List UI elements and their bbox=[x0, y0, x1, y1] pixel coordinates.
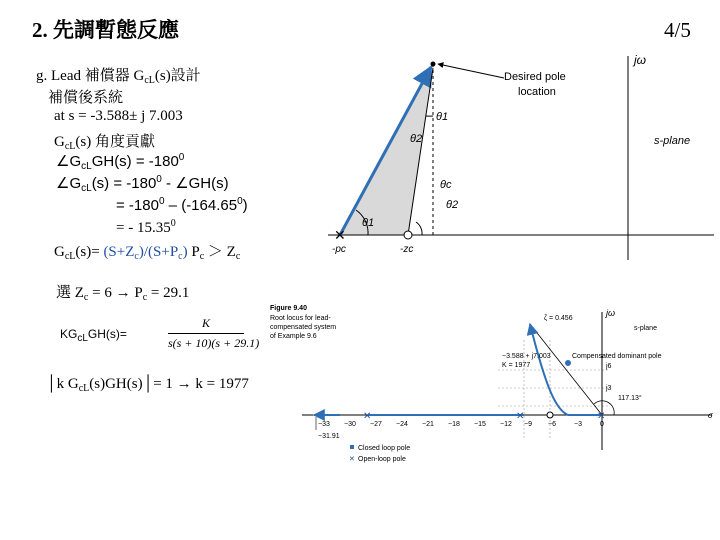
tick-label: −15 bbox=[474, 421, 486, 428]
angle-label: 117.13° bbox=[618, 395, 642, 402]
desired-pole-label-1: Desired pole bbox=[504, 71, 566, 83]
far-pole-label: −31.91 bbox=[318, 433, 340, 440]
tick-label: −18 bbox=[448, 421, 460, 428]
tick-label: −30 bbox=[344, 421, 356, 428]
compensator-zero-dot bbox=[547, 412, 553, 418]
fraction-numerator: K bbox=[201, 316, 210, 330]
desired-pole-label-2: location bbox=[518, 86, 556, 98]
line-angle-calc: = $-180^0 - (-164.65^0)$ bbox=[116, 196, 248, 214]
tick-label: −3 bbox=[574, 421, 582, 428]
j3-label: j3 bbox=[606, 385, 612, 392]
theta1-bottom-label: θ1 bbox=[362, 217, 375, 229]
tick-label: −21 bbox=[422, 421, 434, 428]
compensator-zero-marker bbox=[404, 231, 412, 239]
tick-label: −6 bbox=[548, 421, 556, 428]
compensated-pole-label: Compensated dominant pole bbox=[572, 353, 662, 360]
tick-label: 0 bbox=[600, 421, 604, 428]
j6-label: j6 bbox=[606, 363, 612, 370]
caption-line-1: Root locus for lead- bbox=[270, 315, 331, 322]
caption-line-2: compensated system bbox=[270, 324, 337, 331]
caption-line-3: of Example 9.6 bbox=[270, 333, 317, 340]
zeta-label: ζ = 0.456 bbox=[544, 315, 573, 322]
line-angle-total: $\angle G_{cL}GH(s) = -180^0$ bbox=[56, 152, 185, 172]
tick-label: −33 bbox=[318, 421, 330, 428]
line-open-loop-label: $KG_{cL}GH(s)=$ bbox=[60, 327, 127, 344]
s-plane-label: s-plane bbox=[654, 135, 691, 147]
minus-pc-label: -pc bbox=[332, 244, 346, 255]
line-at-s: at s = -3.588± j 7.003 bbox=[54, 108, 183, 124]
line-select-zc: 選 $Z_c = 6 \to P_c = 29.1$ bbox=[56, 285, 190, 303]
open-loop-pole-origin: ✕ bbox=[597, 411, 606, 422]
rl-sigma-label: σ bbox=[708, 411, 713, 420]
zeta-line bbox=[530, 324, 602, 415]
thetac-arc-bottom bbox=[416, 222, 422, 235]
page-number: 4/5 bbox=[664, 18, 691, 42]
figure-number: Figure 9.40 bbox=[270, 305, 307, 312]
rl-j-omega-label: jω bbox=[606, 308, 616, 318]
legend-open-swatch: ✕ bbox=[349, 456, 355, 463]
legend-open-label: Open-loop pole bbox=[358, 456, 406, 463]
line-gain-result: │k $G_{cL}(s)GH(s)│= 1 \to k = 1977$ bbox=[46, 376, 249, 394]
k-value-label: K = 1977 bbox=[502, 362, 531, 369]
line-angle-contribution: $G_{cL}(s)$ 角度貢獻 bbox=[54, 134, 155, 152]
open-loop-pole-far: ✕ bbox=[363, 411, 372, 422]
theta1-label: θ1 bbox=[436, 111, 449, 123]
transfer-fraction bbox=[168, 316, 260, 351]
minus-zc-label: -zc bbox=[400, 244, 414, 255]
theta2-bottom-label: θ2 bbox=[446, 199, 459, 211]
line-lead-compensator: g. Lead 補償器 $G_{cL}(s)$設計 bbox=[36, 68, 201, 86]
line-transfer-function: $G_{cL}(s)= (S+Z_c)/(S+P_c) P_c > Z_c$ bbox=[54, 244, 241, 262]
fraction-denominator: s(s + 10)(s + 29.1) bbox=[168, 336, 260, 350]
desired-pole-dot bbox=[431, 62, 436, 67]
open-loop-pole-mid: ✕ bbox=[516, 411, 525, 422]
line-angle-lead: $\angle G_{cL}(s) = -180^0$ - ∠GH(s) bbox=[56, 174, 229, 194]
line-angle-result: = - 15.35$^0$ bbox=[116, 218, 176, 236]
rl-s-plane-label: s-plane bbox=[634, 325, 657, 332]
tick-label: −27 bbox=[370, 421, 382, 428]
tick-label: −9 bbox=[524, 421, 532, 428]
pole-value-label: −3.588 + j7.003 bbox=[502, 353, 551, 360]
dominant-pole-dot bbox=[565, 360, 571, 366]
page-title: 2. 先調暫態反應 bbox=[32, 18, 179, 42]
theta2-label: θ2 bbox=[410, 133, 423, 145]
tick-labels bbox=[318, 421, 604, 428]
legend-closed-label: Closed loop pole bbox=[358, 445, 411, 452]
tick-label: −24 bbox=[396, 421, 408, 428]
legend-closed-swatch bbox=[350, 445, 354, 449]
desired-pole-pointer bbox=[438, 64, 504, 78]
thetac-label: θc bbox=[440, 179, 452, 191]
fraction-bar bbox=[168, 333, 244, 334]
tick-label: −12 bbox=[500, 421, 512, 428]
line-compensated-system: 補償後系統 bbox=[48, 90, 124, 106]
angle-construction-figure bbox=[318, 48, 716, 263]
j-omega-label: jω bbox=[634, 53, 647, 67]
compensator-pole-marker: ✕ bbox=[334, 227, 346, 243]
root-locus-figure bbox=[268, 300, 718, 540]
